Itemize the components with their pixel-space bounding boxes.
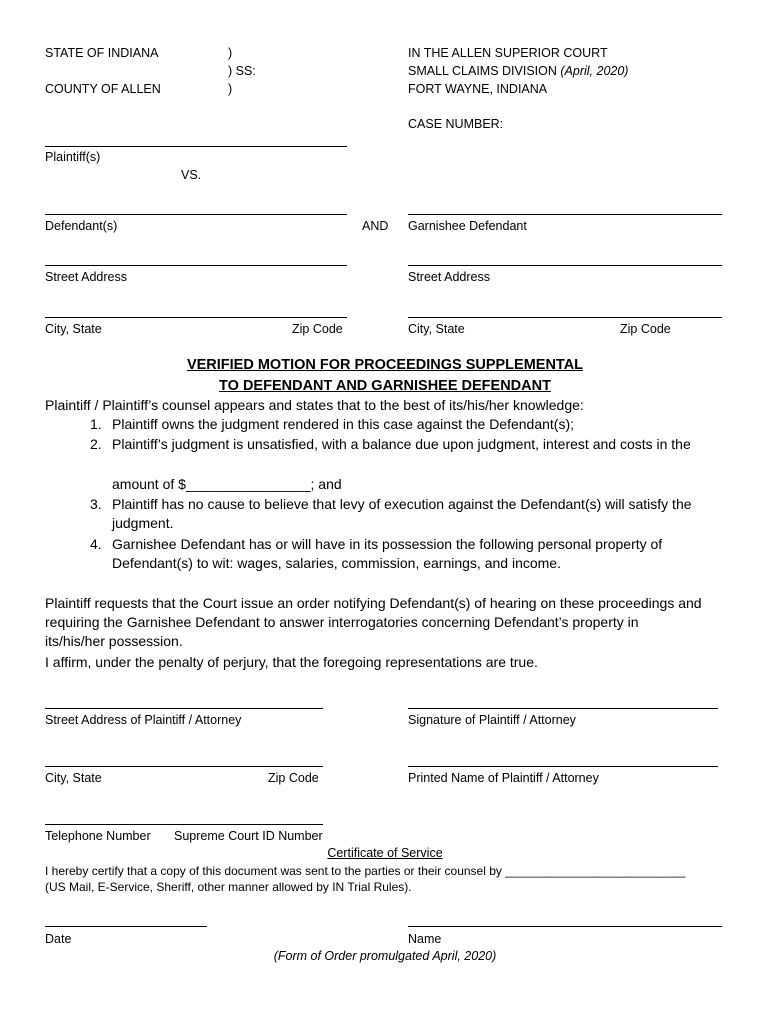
state-label: STATE OF INDIANA: [45, 46, 159, 60]
division-date: (April, 2020): [560, 64, 629, 78]
item-number: 3.: [90, 496, 102, 512]
item-number: 1.: [90, 416, 102, 432]
telephone-label: Telephone Number: [45, 829, 151, 843]
defendant-city-line[interactable]: [45, 317, 347, 318]
plaintiff-line[interactable]: [45, 146, 347, 147]
item-text: Plaintiff has no cause to believe that levy of execution against the Defendant(s) will satisfy the: [112, 496, 692, 512]
date-label: Date: [45, 932, 72, 946]
defendant-city-label: City, State: [45, 322, 102, 336]
signature-line[interactable]: [408, 708, 718, 709]
garnishee-city-line[interactable]: [408, 317, 722, 318]
caption-paren-3: ): [228, 82, 233, 96]
printed-name-label: Printed Name of Plaintiff / Attorney: [408, 771, 599, 785]
defendant-zip-label: Zip Code: [292, 322, 343, 336]
item-number: 4.: [90, 536, 102, 552]
plaintiff-street-label: Street Address of Plaintiff / Attorney: [45, 713, 242, 727]
item-number: 2.: [90, 436, 102, 452]
item-text-amount: amount of $________________; and: [112, 476, 342, 492]
plaintiff-street-line[interactable]: [45, 708, 323, 709]
vs-label: VS.: [181, 168, 202, 182]
certificate-line-1: I hereby certify that a copy of this document was sent to the parties or their counsel by ___________________________: [45, 864, 686, 878]
caption-paren-1: ): [228, 46, 233, 60]
item-text: Plaintiff’s judgment is unsatisfied, with a balance due upon judgment, interest and costs in the: [112, 436, 691, 452]
signature-label: Signature of Plaintiff / Attorney: [408, 713, 576, 727]
court-division: SMALL CLAIMS DIVISION (April, 2020): [408, 64, 629, 78]
case-number-label: CASE NUMBER:: [408, 117, 504, 131]
intro-paragraph: Plaintiff / Plaintiff’s counsel appears and states that to the best of its/his/her knowledge:: [45, 397, 584, 413]
court-name: IN THE ALLEN SUPERIOR COURT: [408, 46, 608, 60]
and-label: AND: [362, 219, 389, 233]
court-city: FORT WAYNE, INDIANA: [408, 82, 548, 96]
caption-ss: ) SS:: [228, 64, 256, 78]
footer-note: (Form of Order promulgated April, 2020): [273, 949, 497, 963]
county-label: COUNTY OF ALLEN: [45, 82, 161, 96]
garnishee-city-label: City, State: [408, 322, 465, 336]
motion-title-line-1: VERIFIED MOTION FOR PROCEEDINGS SUPPLEMENTAL: [186, 357, 584, 373]
certificate-heading: Certificate of Service: [327, 846, 443, 860]
name-label: Name: [408, 932, 442, 946]
garnishee-line[interactable]: [408, 214, 722, 215]
certificate-line-2: (US Mail, E-Service, Sheriff, other manner allowed by IN Trial Rules).: [45, 880, 412, 894]
printed-name-line[interactable]: [408, 766, 718, 767]
defendant-line[interactable]: [45, 214, 347, 215]
defendant-street-label: Street Address: [45, 270, 127, 284]
defendants-label: Defendant(s): [45, 219, 118, 233]
plaintiff-city-label: City, State: [45, 771, 102, 785]
telephone-line[interactable]: [45, 824, 323, 825]
name-line[interactable]: [408, 926, 722, 927]
request-line: Plaintiff requests that the Court issue an order notifying Defendant(s) of hearing on these proceedings and: [45, 595, 702, 611]
plaintiffs-label: Plaintiff(s): [45, 150, 101, 164]
supreme-court-id-label: Supreme Court ID Number: [174, 829, 323, 843]
plaintiff-city-line[interactable]: [45, 766, 323, 767]
item-text: Plaintiff owns the judgment rendered in this case against the Defendant(s);: [112, 416, 575, 432]
date-line[interactable]: [45, 926, 207, 927]
motion-title-line-2: TO DEFENDANT AND GARNISHEE DEFENDANT: [219, 378, 551, 394]
garnishee-street-label: Street Address: [408, 270, 490, 284]
item-text: Garnishee Defendant has or will have in its possession the following personal property of: [112, 536, 663, 552]
defendant-street-line[interactable]: [45, 265, 347, 266]
garnishee-label: Garnishee Defendant: [408, 219, 527, 233]
item-text-cont: Defendant(s) to wit: wages, salaries, commission, earnings, and income.: [112, 555, 561, 571]
garnishee-zip-label: Zip Code: [620, 322, 671, 336]
affirm-paragraph: I affirm, under the penalty of perjury, that the foregoing representations are true.: [45, 654, 538, 670]
item-text-cont: judgment.: [112, 515, 174, 531]
request-line: its/his/her possession.: [45, 633, 183, 649]
request-line: requiring the Garnishee Defendant to answer interrogatories concerning Defendant’s property in: [45, 614, 639, 630]
garnishee-street-line[interactable]: [408, 265, 722, 266]
plaintiff-zip-label: Zip Code: [268, 771, 319, 785]
